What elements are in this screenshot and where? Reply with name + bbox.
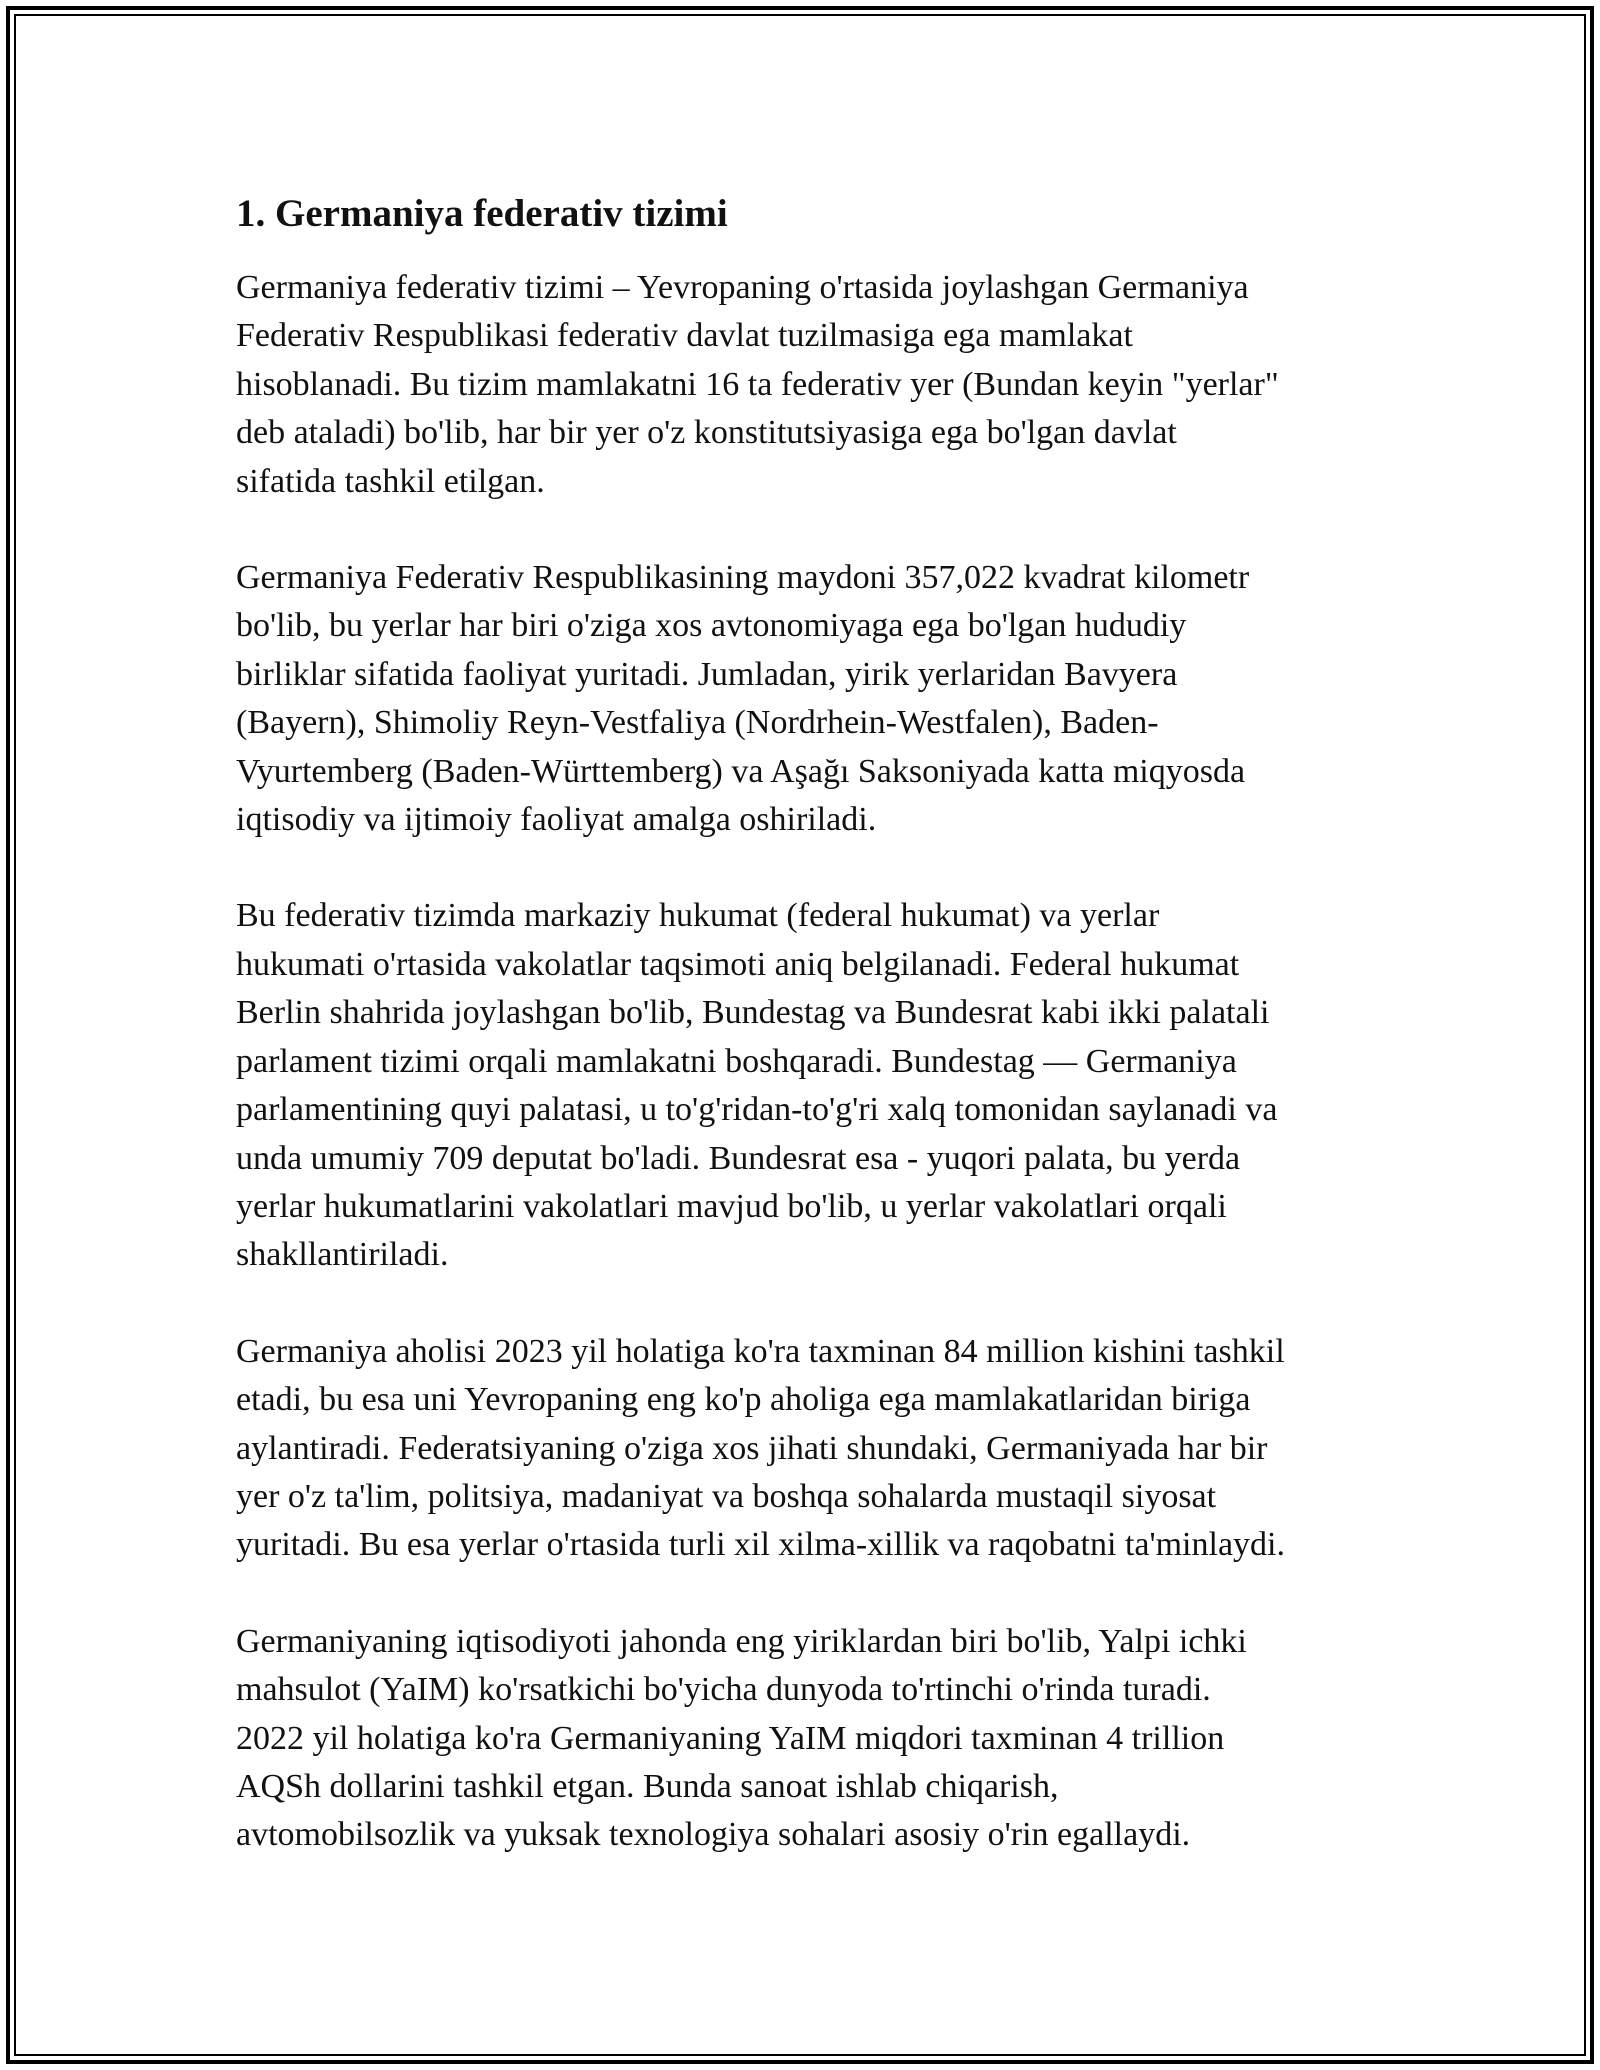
paragraph-area-and-lands: Germaniya Federativ Respublikasining maydoni 357,022 kvadrat kilometr bo'lib, bu yerlar har biri o'ziga xos avtonomiyaga ega bo'lgan hududiy birliklar sifatida faoliyat yuritadi. Jumladan, yirik yerlaridan Bavyera (Bayern), Shimoliy Reyn-Vestfaliya (Nordrhein-Westfalen), Baden- Vyurtemberg (Baden-Württemberg) va Aşağı Saksoniyada katta miqyosda iqtisodiy va ijtimoiy faoliyat amalga oshiriladi. <box>236 559 1250 839</box>
paragraph-economy: Germaniyaning iqtisodiyoti jahonda eng yiriklardan biri bo'lib, Yalpi ichki mahsulot (YaIM) ko'rsatkichi bo'yicha dunyoda to'rtinchi o'rinda turadi. 2022 yil holatiga ko'ra Germaniyaning YaIM miqdori taxminan 4 trillion AQSh dollarini tashkil etgan. Bunda sanoat ishlab chiqarish, avtomobilsozlik va yuksak texnologiya sohalari asosiy o'rin egallaydi. <box>236 1622 1247 1854</box>
paragraph-population: Germaniya aholisi 2023 yil holatiga ko'ra taxminan 84 million kishini tashkil etadi, bu esa uni Yevropaning eng ko'p aholiga ega mamlakatlaridan biriga aylantiradi. Federatsiyaning o'ziga xos jihati shundaki, Germaniyada har bir yer o'z ta'lim, politsiya, madaniyat va boshqa sohalarda mustaqil siyosat yuritadi. Bu esa yerlar o'rtasida turli xil xilma-xillik va raqobatni ta'minlaydi. <box>236 1332 1285 1564</box>
paragraph-federal-system-intro: Germaniya federativ tizimi – Yevropaning o'rtasida joylashgan Germaniya Federativ Respublikasi federativ davlat tuzilmasiga ega mamlakat hisoblanadi. Bu tizim mamlakatni 16 ta federativ yer (Bundan keyin "yerlar" deb ataladi) bo'lib, har bir yer o'z konstitutsiyasiga ega bo'lgan davlat sifatida tashkil etilgan. <box>236 269 1279 500</box>
section-heading: 1. Germaniya federativ tizimi <box>236 192 728 235</box>
paragraph-government-structure: Bu federativ tizimda markaziy hukumat (federal hukumat) va yerlar hukumati o'rtasida vakolatlar taqsimoti aniq belgilanadi. Federal hukumat Berlin shahrida joylashgan bo'lib, Bundestag va Bundesrat kabi ikki palatali parlament tizimi orqali mamlakatni boshqaradi. Bundestag — Germaniya parlamentining quyi palatasi, u to'g'ridan-to'g'ri xalq tomonidan saylanadi va unda umumiy 709 deputat bo'ladi. Bundesrat esa - yuqori palata, bu yerda yerlar hukumatlarini vakolatlari mavjud bo'lib, u yerlar vakolatlari orqali shakllantiriladi. <box>236 897 1278 1274</box>
document-body <box>236 186 1376 1908</box>
